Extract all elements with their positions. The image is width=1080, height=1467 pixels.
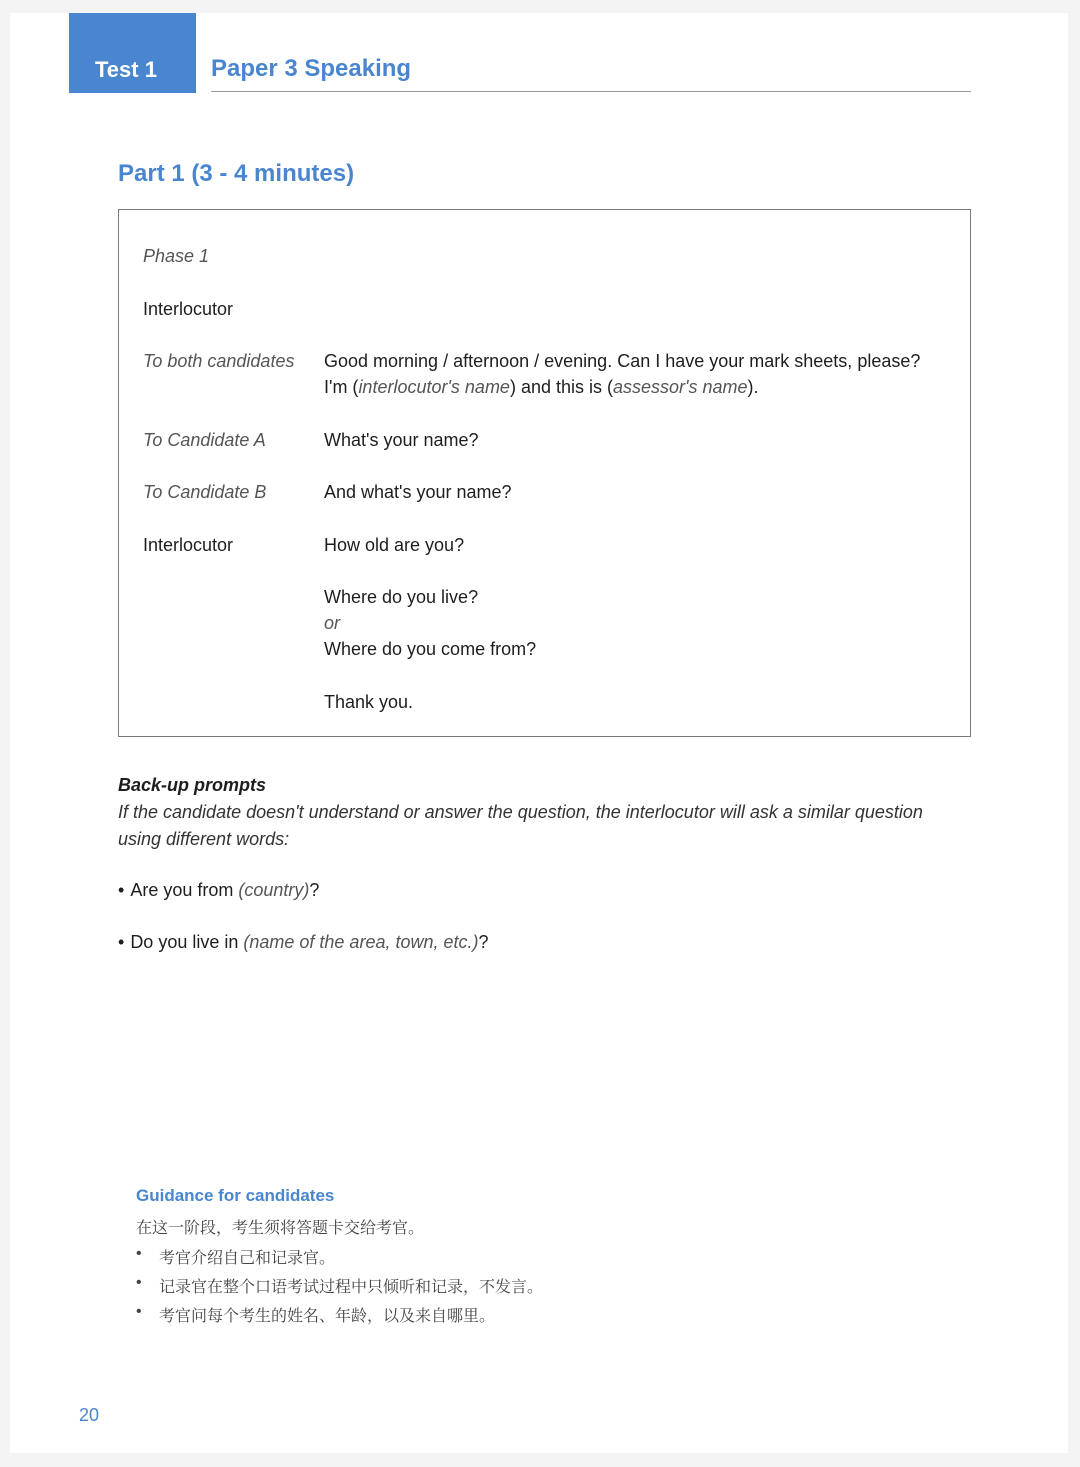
guidance-intro: 在这一阶段，考生须将答题卡交给考官。	[136, 1218, 425, 1237]
paper-title: Paper 3 Speaking	[211, 55, 412, 82]
backup-prompt-1	[118, 880, 319, 901]
greeting-part-a: Good morning /	[324, 351, 454, 371]
thank-you-text: Thank you.	[324, 692, 414, 712]
candidate-b-question: And what's your name?	[324, 482, 512, 502]
question-from: Where do you come from?	[324, 639, 537, 659]
bullet-icon: •	[136, 1303, 142, 1320]
candidate-a-question: What's your name?	[324, 430, 479, 450]
intro-part-e: ).	[747, 377, 759, 397]
interlocutor-label-2: Interlocutor	[143, 535, 234, 555]
question-age: How old are you?	[324, 535, 465, 555]
test-tab	[69, 13, 196, 93]
to-candidate-a-label: To Candidate A	[143, 430, 266, 450]
or-text: or	[324, 613, 341, 633]
guidance-item: 考官问每个考生的姓名、年龄，以及来自哪里。	[159, 1306, 496, 1325]
bullet-icon: •	[118, 932, 125, 952]
to-both-label: To both candidates	[143, 351, 295, 371]
script-box	[118, 209, 971, 737]
greeting-part-c: Can I have your mark sheets, please?	[612, 351, 921, 371]
prompt-2-c: ?	[478, 932, 489, 952]
bullet-icon: •	[118, 880, 125, 900]
guidance-item: 考官介绍自己和记录官。	[159, 1248, 336, 1267]
greeting-line	[324, 348, 920, 374]
part-title: Part 1 (3 - 4 minutes)	[118, 160, 355, 187]
guidance-item: 记录官在整个口语考试过程中只倾听和记录，不发言。	[159, 1277, 544, 1296]
intro-line	[324, 374, 759, 400]
greeting-part-b: afternoon / evening.	[453, 351, 613, 371]
question-live: Where do you live?	[324, 587, 479, 607]
page-number: 20	[79, 1405, 100, 1425]
prompt-1-c: ?	[309, 880, 320, 900]
backup-description: If the candidate doesn't understand or answer the question, the interlocutor will ask a similar question using different words:	[118, 802, 923, 849]
prompt-2-b: (name of the area, town, etc.)	[243, 932, 479, 952]
intro-part-b: interlocutor's name	[358, 377, 510, 397]
test-tab-label: Test 1	[95, 57, 157, 82]
guidance-title: Guidance for candidates	[136, 1186, 335, 1205]
phase-label: Phase 1	[143, 246, 210, 266]
intro-part-c: ) and this is (	[509, 377, 613, 397]
backup-prompt-2	[118, 932, 489, 953]
bullet-icon: •	[136, 1245, 142, 1262]
title-divider	[211, 91, 971, 92]
prompt-2-a: Do you live in	[130, 932, 244, 952]
interlocutor-label: Interlocutor	[143, 299, 234, 319]
intro-part-d: assessor's name	[613, 377, 748, 397]
prompt-1-a: Are you from	[130, 880, 239, 900]
bullet-icon: •	[136, 1274, 142, 1291]
backup-heading: Back-up prompts	[118, 775, 267, 795]
prompt-1-b: (country)	[238, 880, 310, 900]
to-candidate-b-label: To Candidate B	[143, 482, 267, 502]
intro-part-a: I'm (	[324, 377, 359, 397]
